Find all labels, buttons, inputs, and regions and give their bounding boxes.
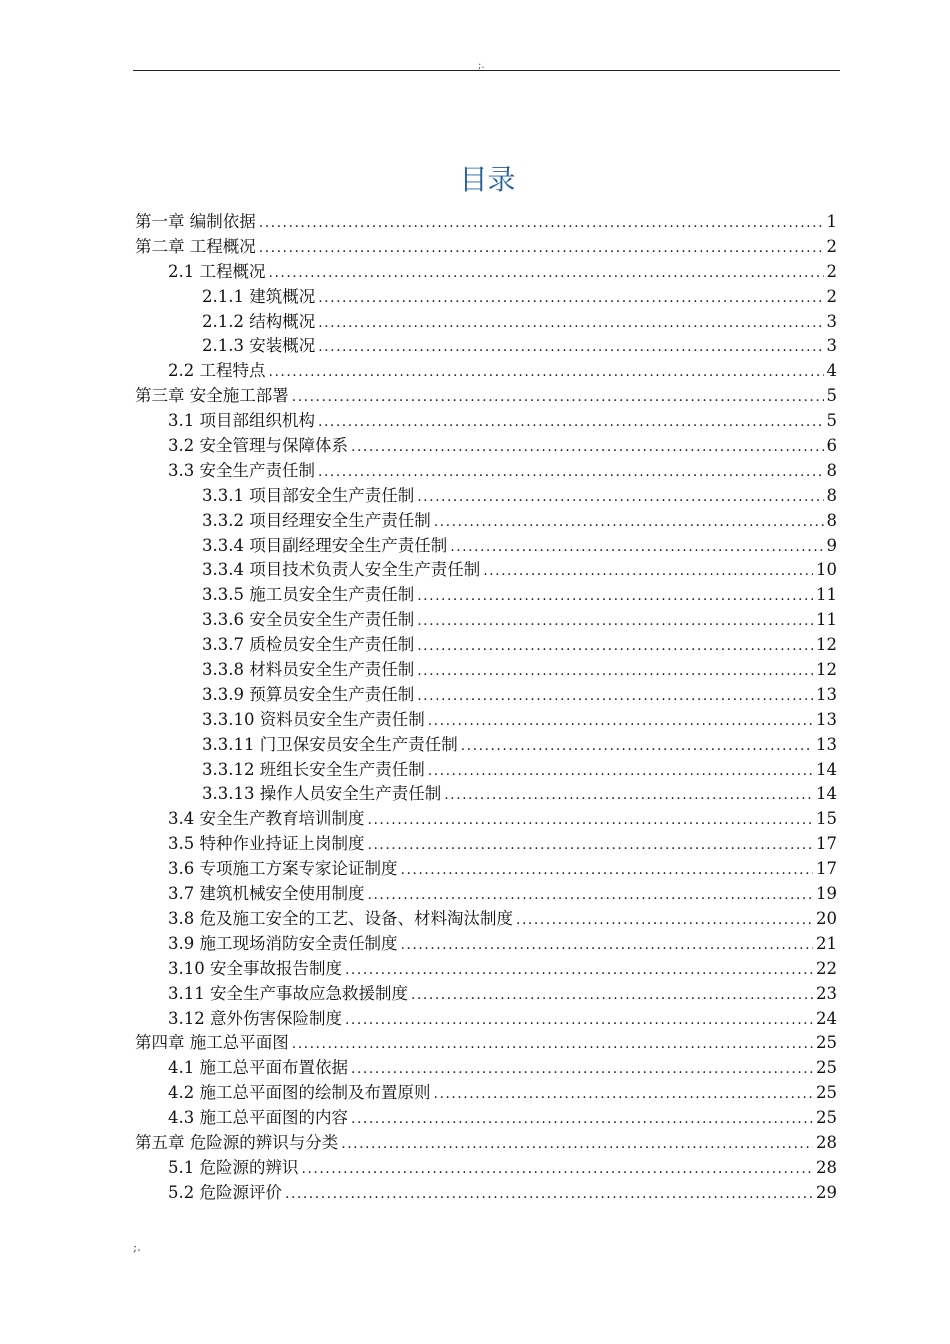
toc-entry-label: 3.3.11 门卫保安员安全生产责任制 — [202, 734, 458, 754]
toc-leader-dots — [318, 311, 823, 336]
toc-entry[interactable] — [135, 882, 837, 907]
toc-leader-dots — [417, 684, 813, 709]
toc-entry[interactable] — [135, 1081, 837, 1106]
toc-entry[interactable] — [135, 1007, 837, 1032]
toc-entry[interactable] — [135, 210, 837, 235]
toc-entry[interactable] — [135, 509, 837, 534]
toc-entry[interactable] — [135, 534, 837, 559]
toc-entry-label: 2.1.2 结构概况 — [202, 311, 316, 331]
toc-entry[interactable] — [135, 434, 837, 459]
toc-leader-dots — [516, 908, 813, 933]
toc-entry-label: 4.3 施工总平面图的内容 — [168, 1108, 348, 1128]
toc-entry-page: 28 — [816, 1132, 837, 1152]
toc-leader-dots — [269, 261, 824, 286]
toc-leader-dots — [417, 659, 813, 684]
toc-entry-label: 3.2 安全管理与保障体系 — [168, 436, 348, 456]
toc-leader-dots — [285, 1182, 813, 1207]
toc-entry-label: 3.3.4 项目技术负责人安全生产责任制 — [202, 560, 481, 580]
toc-entry[interactable] — [135, 384, 837, 409]
toc-leader-dots — [444, 783, 813, 808]
toc-leader-dots — [417, 485, 823, 510]
toc-entry-label: 3.9 施工现场消防安全责任制度 — [168, 933, 398, 953]
toc-entry-label: 2.2 工程特点 — [168, 361, 266, 381]
toc-entry-page: 25 — [816, 1058, 837, 1078]
toc-entry-page: 22 — [816, 958, 837, 978]
toc-entry-label: 第四章 施工总平面图 — [135, 1033, 289, 1053]
toc-leader-dots — [483, 559, 813, 584]
page-title: 目录 — [459, 163, 516, 196]
toc-leader-dots — [417, 584, 813, 609]
toc-entry-label: 3.3.7 质检员安全生产责任制 — [202, 635, 415, 655]
toc-leader-dots — [450, 535, 823, 560]
toc-entry-label: 第二章 工程概况 — [135, 236, 256, 256]
toc-entry-page: 12 — [816, 660, 837, 680]
toc-entry-page: 1 — [826, 212, 837, 231]
toc-entry[interactable] — [135, 310, 837, 335]
toc-entry-label: 3.5 特种作业持证上岗制度 — [168, 834, 365, 854]
toc-entry-page: 14 — [816, 759, 837, 779]
toc-entry-page: 5 — [826, 411, 837, 431]
toc-entry-page: 20 — [816, 908, 837, 928]
toc-entry[interactable] — [135, 633, 837, 658]
toc-entry[interactable] — [135, 334, 837, 359]
toc-entry-page: 13 — [816, 684, 837, 704]
toc-entry-page: 2 — [826, 286, 837, 306]
toc-leader-dots — [302, 1157, 814, 1182]
header-rule — [133, 70, 840, 71]
toc-entry-page: 19 — [816, 884, 837, 904]
toc-entry[interactable] — [135, 907, 837, 932]
toc-entry[interactable] — [135, 857, 837, 882]
toc-leader-dots — [417, 609, 813, 634]
toc-leader-dots — [351, 1057, 813, 1082]
toc-entry[interactable] — [135, 409, 837, 434]
toc-entry-page: 12 — [816, 635, 837, 655]
toc-entry-page: 2 — [826, 261, 837, 281]
toc-entry-label: 3.8 危及施工安全的工艺、设备、材料淘汰制度 — [168, 908, 513, 928]
toc-entry-page: 8 — [826, 485, 837, 505]
toc-entry[interactable] — [135, 1056, 837, 1081]
toc-entry-page: 25 — [816, 1083, 837, 1103]
toc-entry[interactable] — [135, 359, 837, 384]
toc-entry[interactable] — [135, 1106, 837, 1131]
toc-entry-page: 3 — [826, 336, 837, 356]
toc-leader-dots — [341, 1132, 813, 1157]
toc-entry[interactable] — [135, 658, 837, 683]
toc-leader-dots — [269, 360, 824, 385]
toc-leader-dots — [411, 983, 813, 1008]
toc-entry-label: 3.3.9 预算员安全生产责任制 — [202, 684, 415, 704]
toc-entry-label: 3.3.8 材料员安全生产责任制 — [202, 660, 415, 680]
toc-leader-dots — [351, 435, 824, 460]
toc-entry-label: 第五章 危险源的辨识与分类 — [135, 1132, 339, 1152]
toc-entry-label: 3.7 建筑机械安全使用制度 — [168, 884, 365, 904]
toc-entry-page: 13 — [816, 734, 837, 754]
toc-entry-label: 3.3.10 资料员安全生产责任制 — [202, 709, 425, 729]
toc-entry-page: 28 — [816, 1157, 837, 1177]
toc-leader-dots — [461, 734, 813, 759]
toc-entry-page: 11 — [816, 610, 837, 630]
toc-entry-page: 10 — [816, 560, 837, 580]
toc-entry-label: 3.3.13 操作人员安全生产责任制 — [202, 784, 442, 804]
toc-leader-dots — [345, 1008, 813, 1033]
toc-entry-page: 21 — [816, 933, 837, 953]
toc-entry-label: 第一章 编制依据 — [135, 212, 256, 231]
toc-entry[interactable] — [135, 733, 837, 758]
toc-entry[interactable] — [135, 957, 837, 982]
toc-entry[interactable] — [135, 982, 837, 1007]
table-of-contents — [135, 210, 837, 1206]
toc-entry-page: 13 — [816, 709, 837, 729]
toc-entry-label: 3.3.6 安全员安全生产责任制 — [202, 610, 415, 630]
toc-entry-label: 第三章 安全施工部署 — [135, 386, 289, 406]
toc-entry-label: 3.3.1 项目部安全生产责任制 — [202, 485, 415, 505]
toc-entry[interactable] — [135, 1156, 837, 1181]
toc-leader-dots — [428, 709, 813, 734]
toc-entry[interactable] — [135, 758, 837, 783]
toc-leader-dots — [401, 858, 814, 883]
toc-entry[interactable] — [135, 484, 837, 509]
toc-leader-dots — [259, 236, 824, 261]
toc-leader-dots — [259, 211, 824, 236]
toc-entry-page: 11 — [816, 585, 837, 605]
toc-entry-page: 17 — [816, 834, 837, 854]
toc-entry-page: 3 — [826, 311, 837, 331]
toc-leader-dots — [318, 286, 823, 311]
toc-entry[interactable] — [135, 708, 837, 733]
toc-entry-label: 3.3 安全生产责任制 — [168, 460, 315, 480]
toc-entry[interactable] — [135, 1031, 837, 1056]
toc-leader-dots — [292, 385, 824, 410]
toc-entry-page: 9 — [826, 535, 837, 555]
toc-entry-label: 2.1.1 建筑概况 — [202, 286, 316, 306]
toc-leader-dots — [434, 1082, 814, 1107]
toc-entry-page: 24 — [816, 1008, 837, 1028]
toc-entry-page: 8 — [826, 460, 837, 480]
toc-leader-dots — [368, 833, 814, 858]
toc-leader-dots — [417, 634, 813, 659]
toc-entry-page: 25 — [816, 1033, 837, 1053]
toc-entry-page: 17 — [816, 859, 837, 879]
toc-leader-dots — [368, 883, 814, 908]
toc-entry-label: 3.12 意外伤害保险制度 — [168, 1008, 342, 1028]
toc-entry-label: 3.3.4 项目副经理安全生产责任制 — [202, 535, 448, 555]
toc-entry-page: 8 — [826, 510, 837, 530]
toc-entry[interactable] — [135, 932, 837, 957]
toc-entry[interactable] — [135, 683, 837, 708]
toc-entry[interactable] — [135, 285, 837, 310]
toc-entry-label: 5.1 危险源的辨识 — [168, 1157, 299, 1177]
toc-leader-dots — [318, 460, 824, 485]
toc-entry-label: 3.6 专项施工方案专家论证制度 — [168, 859, 398, 879]
toc-leader-dots — [345, 958, 813, 983]
toc-entry-page: 5 — [826, 386, 837, 406]
toc-entry[interactable] — [135, 583, 837, 608]
toc-entry-page: 6 — [826, 436, 837, 456]
toc-entry-label: 3.3.2 项目经理安全生产责任制 — [202, 510, 431, 530]
toc-leader-dots — [434, 510, 824, 535]
toc-entry-label: 4.2 施工总平面图的绘制及布置原则 — [168, 1083, 431, 1103]
toc-entry-page: 23 — [816, 983, 837, 1003]
toc-entry-page: 29 — [816, 1182, 837, 1202]
toc-leader-dots — [428, 759, 813, 784]
toc-entry[interactable] — [135, 558, 837, 583]
toc-entry[interactable] — [135, 782, 837, 807]
toc-entry-page: 2 — [826, 236, 837, 256]
toc-entry-label: 4.1 施工总平面布置依据 — [168, 1058, 348, 1078]
toc-entry-label: 3.4 安全生产教育培训制度 — [168, 809, 365, 829]
toc-entry-label: 3.1 项目部组织机构 — [168, 411, 315, 431]
toc-entry[interactable] — [135, 459, 837, 484]
toc-entry-label: 5.2 危险源评价 — [168, 1182, 282, 1202]
toc-leader-dots — [368, 808, 814, 833]
toc-leader-dots — [318, 335, 823, 360]
toc-entry[interactable] — [135, 832, 837, 857]
toc-leader-dots — [318, 410, 824, 435]
toc-entry-label: 3.3.5 施工员安全生产责任制 — [202, 585, 415, 605]
toc-entry[interactable] — [135, 235, 837, 260]
toc-entry-page: 15 — [816, 809, 837, 829]
toc-entry-label: 3.10 安全事故报告制度 — [168, 958, 342, 978]
toc-entry[interactable] — [135, 1181, 837, 1206]
toc-entry[interactable] — [135, 1131, 837, 1156]
toc-entry-page: 14 — [816, 784, 837, 804]
toc-entry[interactable] — [135, 807, 837, 832]
toc-entry-label: 3.3.12 班组长安全生产责任制 — [202, 759, 425, 779]
toc-leader-dots — [292, 1032, 813, 1057]
toc-entry-label: 3.11 安全生产事故应急救援制度 — [168, 983, 408, 1003]
toc-entry[interactable] — [135, 608, 837, 633]
toc-leader-dots — [351, 1107, 813, 1132]
footer-mark: ;. — [133, 1240, 141, 1254]
toc-entry-label: 2.1.3 安装概况 — [202, 336, 316, 356]
header-mark: ;. — [478, 60, 485, 71]
toc-entry-page: 4 — [826, 361, 837, 381]
toc-entry-page: 25 — [816, 1108, 837, 1128]
toc-entry-label: 2.1 工程概况 — [168, 261, 266, 281]
toc-entry[interactable] — [135, 260, 837, 285]
toc-leader-dots — [401, 933, 814, 958]
